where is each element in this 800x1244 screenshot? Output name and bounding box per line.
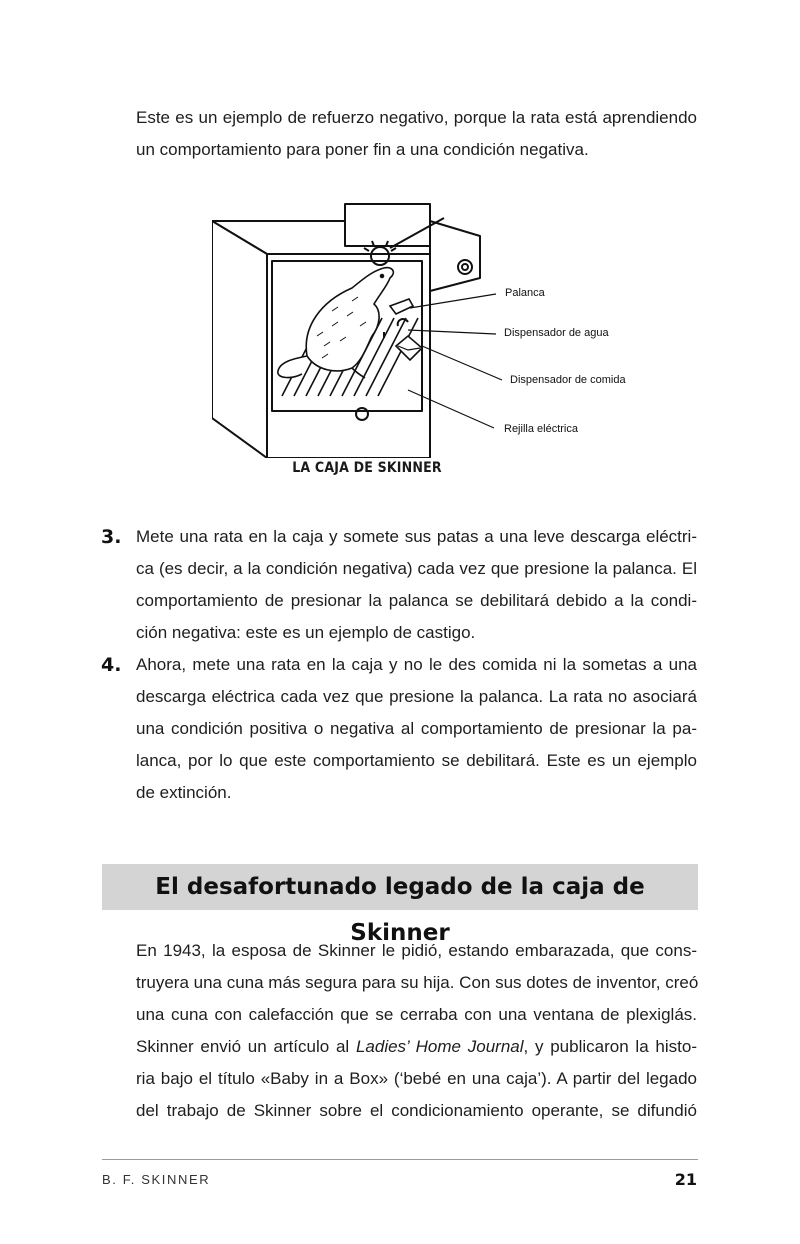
section-paragraph	[136, 935, 697, 1127]
text-line: Este es un ejemplo de refuerzo negativo, porque la rata está aprendiendo	[136, 108, 697, 127]
text-line: descarga eléctrica cada vez que presione la palanca. La rata no asociará	[136, 687, 697, 706]
text-line: del trabajo de Skinner sobre el condicionamiento operante, se difundió	[136, 1101, 697, 1120]
list-item-4	[136, 649, 697, 809]
label-electric-grid: Rejilla eléctrica	[504, 423, 578, 435]
label-food-dispenser: Dispensador de comida	[510, 374, 626, 386]
text-segment: , y publicaron la histo-	[523, 1037, 697, 1056]
skinner-box-figure	[212, 196, 652, 458]
list-number-3: 3.	[101, 526, 122, 548]
text-line: ria bajo el título «Baby in a Box» (‘bebé en una caja’). A partir del legado	[136, 1069, 697, 1088]
text-line: truyera una cuna más segura para su hija. Con sus dotes de inventor, creó	[136, 973, 699, 992]
text-line: comportamiento de presionar la palanca se debilitará debido a la condi-	[136, 591, 697, 610]
label-lever: Palanca	[505, 287, 545, 299]
section-title: El desafortunado legado de la caja de Skinner	[155, 874, 645, 946]
footer-rule	[102, 1159, 698, 1160]
list-number-4: 4.	[101, 654, 122, 676]
text-segment: Skinner envió un artículo al	[136, 1037, 356, 1056]
list-item-3	[136, 521, 697, 649]
label-water-dispenser: Dispensador de agua	[504, 327, 609, 339]
text-line: Mete una rata en la caja y somete sus patas a una leve descarga eléctri-	[136, 527, 697, 546]
intro-paragraph	[136, 102, 697, 166]
text-line: un comportamiento para poner fin a una condición negativa.	[136, 140, 589, 159]
text-line: ción negativa: este es un ejemplo de castigo.	[136, 623, 476, 642]
page-number: 21	[674, 1170, 697, 1189]
journal-title: Ladies’ Home Journal	[355, 1037, 524, 1056]
text-line: Ahora, mete una rata en la caja y no le des comida ni la sometas a una	[136, 655, 697, 674]
text-line: lanca, por lo que este comportamiento se debilitará. Este es un ejemplo	[136, 751, 697, 770]
figure-caption: LA CAJA DE SKINNER	[292, 460, 442, 476]
running-head: B. F. SKINNER	[102, 1172, 211, 1187]
text-line: una condición positiva o negativa al comportamiento de presionar la pa-	[136, 719, 697, 738]
text-line: En 1943, la esposa de Skinner le pidió, estando embarazada, que cons-	[136, 941, 697, 960]
section-heading-bar	[102, 864, 698, 946]
text-line: ca (es decir, a la condición negativa) cada vez que presione la palanca. El	[136, 559, 697, 578]
text-line: una cuna con calefacción que se cerraba con una ventana de plexiglás.	[136, 1005, 697, 1024]
text-line	[136, 1031, 697, 1063]
text-line: de extinción.	[136, 783, 232, 802]
